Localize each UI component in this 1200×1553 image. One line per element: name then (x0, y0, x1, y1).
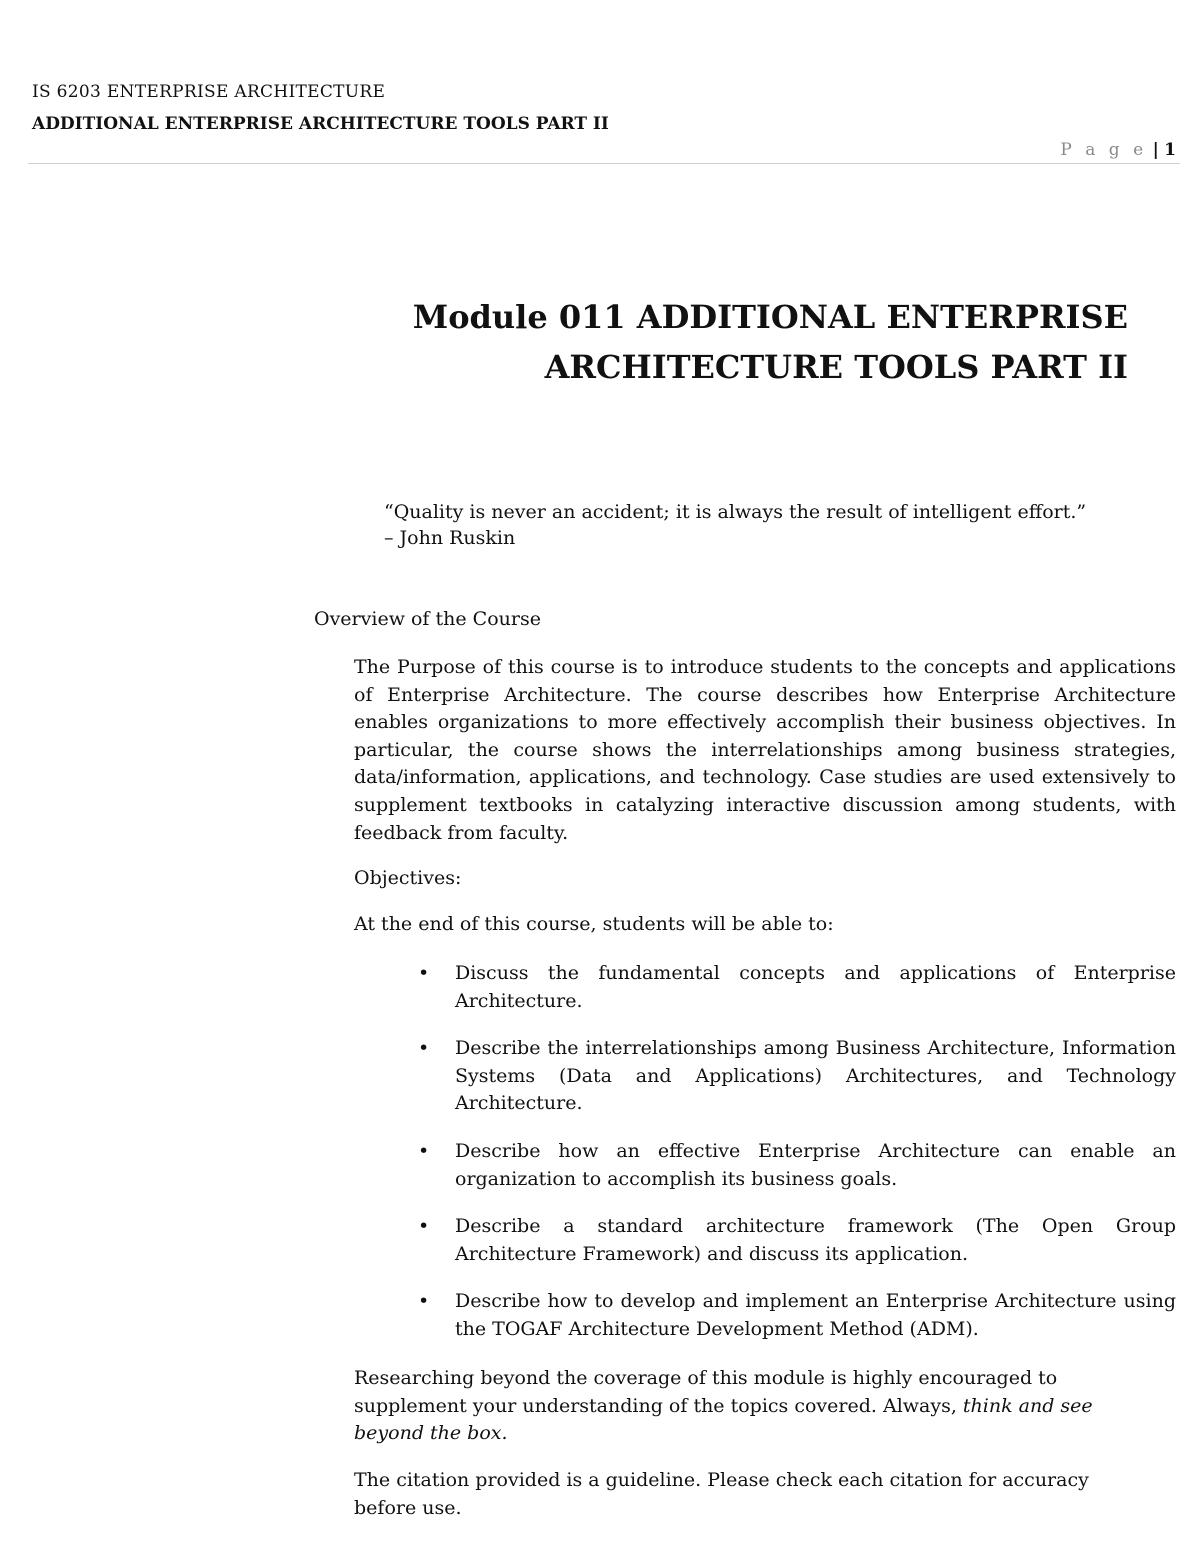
objective-text: Describe the interrelationships among Business Architecture, Information Systems (Data and Applications) Architectures, and Technology Architecture. (455, 1037, 1176, 1115)
list-item (415, 1288, 1176, 1343)
research-emphasis: think and see beyond the box. (354, 1394, 1093, 1445)
module-title (328, 292, 1128, 392)
bullet-icon: • (418, 962, 430, 984)
page-number-indicator (1060, 140, 1176, 160)
objectives-label: Objectives: (354, 867, 462, 889)
research-text: Researching beyond the coverage of this module is highly encouraged to supplement your understanding of the topics covered. Always, (354, 1367, 1058, 1417)
quote-author: – John Ruskin (384, 527, 516, 549)
purpose-paragraph: The Purpose of this course is to introduce students to the concepts and applications of Enterprise Architecture. The course describes how Enterprise Architecture enables organizations to more effectively accomplish their business objectives. In particular, the course shows the interrelationships among business strategies, data/information, applications, and technology. Case studies are used extensively to supplement textbooks in catalyzing interactive discussion among students, with feedback from faculty. (354, 656, 1176, 844)
objective-text: Describe a standard architecture framework (The Open Group Architecture Framework) and discuss its application. (455, 1215, 1176, 1265)
module-title-line-1: Module 011 ADDITIONAL ENTERPRISE (412, 298, 1128, 336)
bullet-icon: • (418, 1215, 430, 1238)
list-item (415, 1213, 1176, 1268)
header-divider (28, 163, 1180, 164)
objective-text: Describe how an effective Enterprise Architecture can enable an organization to accomplish its business goals. (455, 1139, 1176, 1190)
objective-text: Discuss the fundamental concepts and applications of Enterprise Architecture. (455, 962, 1176, 1012)
objectives-intro: At the end of this course, students will be able to: (354, 913, 834, 935)
objectives-list (415, 960, 1176, 1364)
bullet-icon: • (418, 1037, 430, 1060)
list-item (415, 1035, 1176, 1118)
list-item (415, 960, 1176, 1015)
objective-text: Describe how to develop and implement an Enterprise Architecture using the TOGAF Architecture Development Method (ADM). (455, 1290, 1176, 1340)
page-label: P a g e (1060, 140, 1148, 160)
quote-text: “Quality is never an accident; it is always the result of intelligent effort.” (384, 501, 1087, 523)
research-paragraph (354, 1365, 1116, 1448)
overview-heading: Overview of the Course (314, 608, 541, 630)
bullet-icon: • (418, 1290, 430, 1313)
header-course: IS 6203 ENTERPRISE ARCHITECTURE (32, 82, 386, 102)
page-number: 1 (1164, 140, 1176, 160)
page-separator: | (1152, 140, 1159, 160)
module-title-line-2: ARCHITECTURE TOOLS PART II (544, 348, 1128, 386)
bullet-icon: • (418, 1139, 430, 1162)
list-item (415, 1138, 1176, 1193)
header-module-title: ADDITIONAL ENTERPRISE ARCHITECTURE TOOLS PART II (32, 114, 609, 134)
citation-paragraph: The citation provided is a guideline. Please check each citation for accuracy before use. (354, 1469, 1089, 1519)
